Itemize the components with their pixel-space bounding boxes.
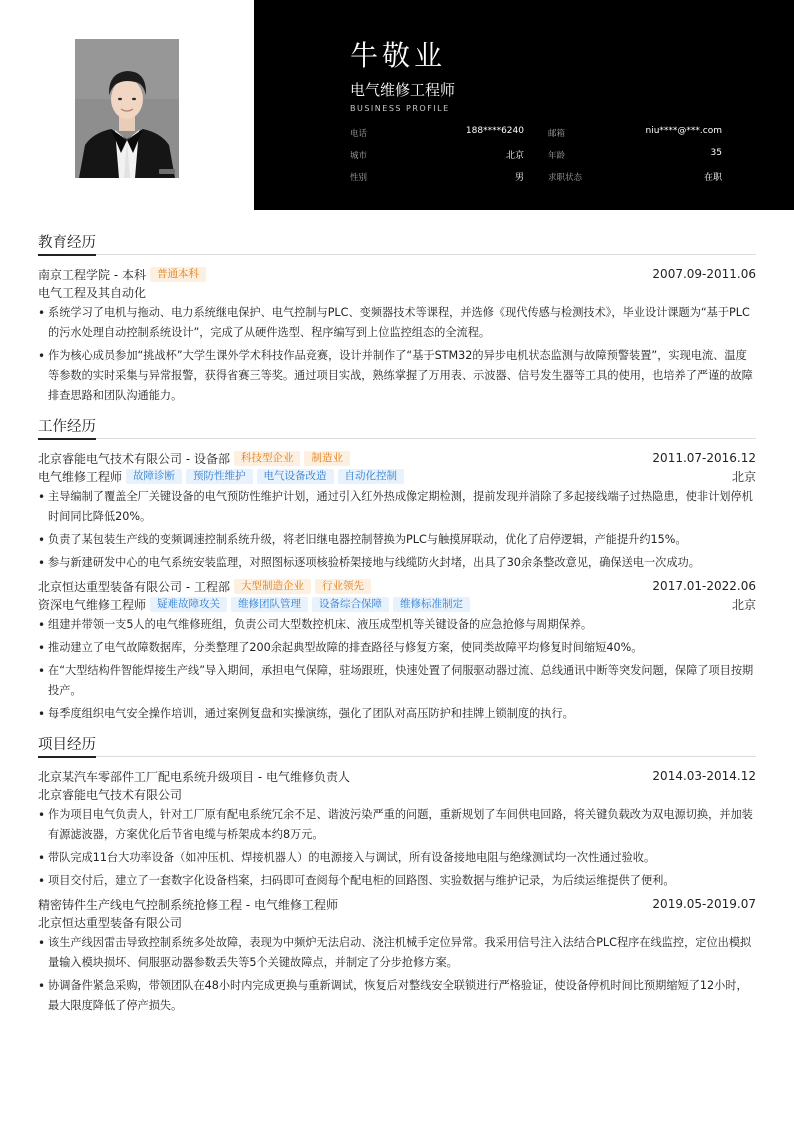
section-title: 项目经历 bbox=[38, 736, 96, 758]
bullet-list bbox=[38, 303, 756, 406]
entry-sub bbox=[38, 595, 756, 613]
education-entry bbox=[38, 265, 756, 406]
entry-head-left bbox=[38, 578, 371, 595]
candidate-role: 电气维修工程师 bbox=[350, 81, 456, 99]
info-value: niu****@***.com bbox=[645, 126, 722, 136]
bullet-item: • 该生产线因雷击导致控制系统多处故障，表现为中频炉无法启动、浇注机械手定位异常。我采用信号注入法结合PLC程序在线监控，定位出模拟量输入模块损坏、伺服驱动器参数丢失等5个关键故障点，并制定了分步抢修方案。 bbox=[38, 933, 756, 973]
entry-head-left bbox=[38, 450, 350, 467]
project-name: 北京某汽车零部件工厂配电系统升级项目 - 电气维修负责人 bbox=[38, 769, 350, 784]
entry-head bbox=[38, 767, 756, 785]
position-title: 资深电气维修工程师 bbox=[38, 597, 147, 612]
info-job-status bbox=[548, 170, 722, 192]
contact-info-grid bbox=[350, 126, 722, 192]
entry-city: 北京 bbox=[731, 597, 756, 612]
bullet-item: • 协调备件紧急采购，带领团队在48小时内完成更换与重新调试，恢复后对整线安全联锁进行严格验证，使设备停机时间比预期缩短了12小时，最大限度降低了停产损失。 bbox=[38, 976, 756, 1016]
business-profile-label: BUSINESS PROFILE bbox=[350, 104, 450, 113]
major: 电气工程及其自动化 bbox=[38, 285, 147, 300]
info-value: 35 bbox=[710, 148, 722, 158]
bullet-item: • 参与新建研发中心的电气系统安装监理，对照图标逐项核验桥架接地与线缆防火封堵，出具了30余条整改意见，确保送电一次成功。 bbox=[38, 553, 756, 573]
bullet-item: • 带队完成11台大功率设备（如冲压机、焊接机器人）的电源接入与调试，所有设备接地电阻与绝缘测试均一次性通过验收。 bbox=[38, 848, 756, 868]
entry-sub bbox=[38, 785, 756, 803]
entry-sub bbox=[38, 467, 756, 485]
info-row bbox=[350, 170, 722, 192]
info-age bbox=[548, 148, 722, 170]
bullet-item: • 系统学习了电机与拖动、电力系统继电保护、电气控制与PLC、变频器技术等课程，并选修《现代传感与检测技术》，毕业设计课题为“基于PLC的污水处理自动控制系统设计”，完成了从硬件选型、程序编写到上位监控组态的全流程。 bbox=[38, 303, 756, 343]
bullet-item: • 主导编制了覆盖全厂关键设备的电气预防性维护计划，通过引入红外热成像定期检测，提前发现并消除了多起接线端子过热隐患，使非计划停机时间同比降低20%。 bbox=[38, 487, 756, 527]
info-label: 城市 bbox=[350, 151, 368, 161]
work-entry bbox=[38, 577, 756, 724]
section-header bbox=[38, 416, 756, 439]
bullet-item: • 负责了某包装生产线的变频调速控制系统升级，将老旧继电器控制替换为PLC与触摸屏联动，优化了启停逻辑，产能提升约15%。 bbox=[38, 530, 756, 550]
entry-head bbox=[38, 895, 756, 913]
info-label: 性别 bbox=[350, 173, 368, 183]
entry-date: 2014.03-2014.12 bbox=[652, 769, 756, 783]
bullet-list bbox=[38, 933, 756, 1016]
section-header bbox=[38, 232, 756, 255]
projects-section bbox=[38, 734, 756, 1016]
tag: 预防性维护 bbox=[186, 469, 253, 484]
work-entry bbox=[38, 449, 756, 573]
education-section bbox=[38, 232, 756, 406]
info-value: 男 bbox=[514, 173, 524, 183]
tag: 行业领先 bbox=[315, 579, 371, 594]
info-value: 在职 bbox=[703, 173, 722, 183]
project-company: 北京睿能电气技术有限公司 bbox=[38, 787, 183, 802]
profile-photo bbox=[75, 39, 179, 178]
info-label: 求职状态 bbox=[548, 173, 583, 183]
tag: 制造业 bbox=[304, 451, 350, 466]
entry-date: 2011.07-2016.12 bbox=[652, 451, 756, 465]
project-entry bbox=[38, 767, 756, 891]
bullet-list bbox=[38, 805, 756, 891]
section-title: 工作经历 bbox=[38, 418, 96, 440]
info-email bbox=[548, 126, 722, 148]
info-gender bbox=[350, 170, 524, 192]
project-name: 精密铸件生产线电气控制系统抢修工程 - 电气维修工程师 bbox=[38, 897, 338, 912]
bullet-item: • 在“大型结构件智能焊接生产线”导入期间，承担电气保障，驻场跟班，快速处置了伺服驱动器过流、总线通讯中断等突发问题，保障了项目按期投产。 bbox=[38, 661, 756, 701]
tag: 电气设备改造 bbox=[257, 469, 334, 484]
entry-date: 2019.05-2019.07 bbox=[652, 897, 756, 911]
bullet-item: • 作为核心成员参加“挑战杯”大学生课外学术科技作品竞赛，设计并制作了“基于STM32的异步电机状态监测与故障预警装置”，实现电流、温度等参数的实时采集与异常报警，获得省赛三等奖。通过项目实战，熟练掌握了万用表、示波器、信号发生器等工具的使用，也培养了严谨的故障排查思路和团队沟通能力。 bbox=[38, 346, 756, 406]
tag: 维修标准制定 bbox=[393, 597, 470, 612]
tag: 大型制造企业 bbox=[234, 579, 311, 594]
work-section bbox=[38, 416, 756, 724]
info-value: 北京 bbox=[505, 151, 524, 161]
entry-head bbox=[38, 449, 756, 467]
info-value: 188****6240 bbox=[465, 126, 524, 136]
info-row bbox=[350, 126, 722, 148]
entry-sub-left bbox=[38, 468, 404, 485]
section-title: 教育经历 bbox=[38, 234, 96, 256]
tag: 维修团队管理 bbox=[231, 597, 308, 612]
candidate-name: 牛敬业 bbox=[350, 39, 447, 72]
entry-head bbox=[38, 265, 756, 283]
tag: 疑难故障攻关 bbox=[150, 597, 227, 612]
company-name: 北京恒达重型装备有限公司 - 工程部 bbox=[38, 579, 230, 594]
school-name: 南京工程学院 - 本科 bbox=[38, 267, 146, 282]
bullet-item: • 项目交付后，建立了一套数字化设备档案，扫码即可查阅每个配电柜的回路图、实验数据与维护记录，为后续运维提供了便利。 bbox=[38, 871, 756, 891]
info-label: 年龄 bbox=[548, 151, 566, 161]
entry-head-left bbox=[38, 266, 206, 283]
entry-sub-left bbox=[38, 596, 470, 613]
tag: 普通本科 bbox=[150, 267, 206, 282]
resume-header bbox=[0, 0, 794, 210]
info-city bbox=[350, 148, 524, 170]
entry-city: 北京 bbox=[731, 469, 756, 484]
position-title: 电气维修工程师 bbox=[38, 469, 123, 484]
header-info-panel bbox=[254, 0, 794, 210]
bullet-item: • 组建并带领一支5人的电气维修班组，负责公司大型数控机床、液压成型机等关键设备的应急抢修与周期保养。 bbox=[38, 615, 756, 635]
entry-date: 2007.09-2011.06 bbox=[652, 267, 756, 281]
entry-sub bbox=[38, 283, 756, 301]
project-company: 北京恒达重型装备有限公司 bbox=[38, 915, 183, 930]
tag: 科技型企业 bbox=[234, 451, 301, 466]
bullet-item: • 推动建立了电气故障数据库，分类整理了200余起典型故障的排查路径与修复方案，使同类故障平均修复时间缩短40%。 bbox=[38, 638, 756, 658]
info-label: 电话 bbox=[350, 129, 368, 139]
tag: 自动化控制 bbox=[338, 469, 405, 484]
tag: 故障诊断 bbox=[126, 469, 182, 484]
resume-body bbox=[38, 232, 756, 1026]
info-label: 邮箱 bbox=[548, 129, 566, 139]
entry-head bbox=[38, 577, 756, 595]
bullet-item: • 作为项目电气负责人，针对工厂原有配电系统冗余不足、谐波污染严重的问题，重新规划了车间供电回路，将关键负载改为双电源切换，并加装有源滤波器，方案优化后节省电缆与桥架成本约8万元。 bbox=[38, 805, 756, 845]
info-row bbox=[350, 148, 722, 170]
info-phone bbox=[350, 126, 524, 148]
entry-sub bbox=[38, 913, 756, 931]
project-entry bbox=[38, 895, 756, 1016]
bullet-list bbox=[38, 615, 756, 724]
bullet-list bbox=[38, 487, 756, 573]
section-header bbox=[38, 734, 756, 757]
bullet-item: • 每季度组织电气安全操作培训，通过案例复盘和实操演练，强化了团队对高压防护和挂牌上锁制度的执行。 bbox=[38, 704, 756, 724]
tag: 设备综合保障 bbox=[312, 597, 389, 612]
entry-date: 2017.01-2022.06 bbox=[652, 579, 756, 593]
company-name: 北京睿能电气技术有限公司 - 设备部 bbox=[38, 451, 230, 466]
